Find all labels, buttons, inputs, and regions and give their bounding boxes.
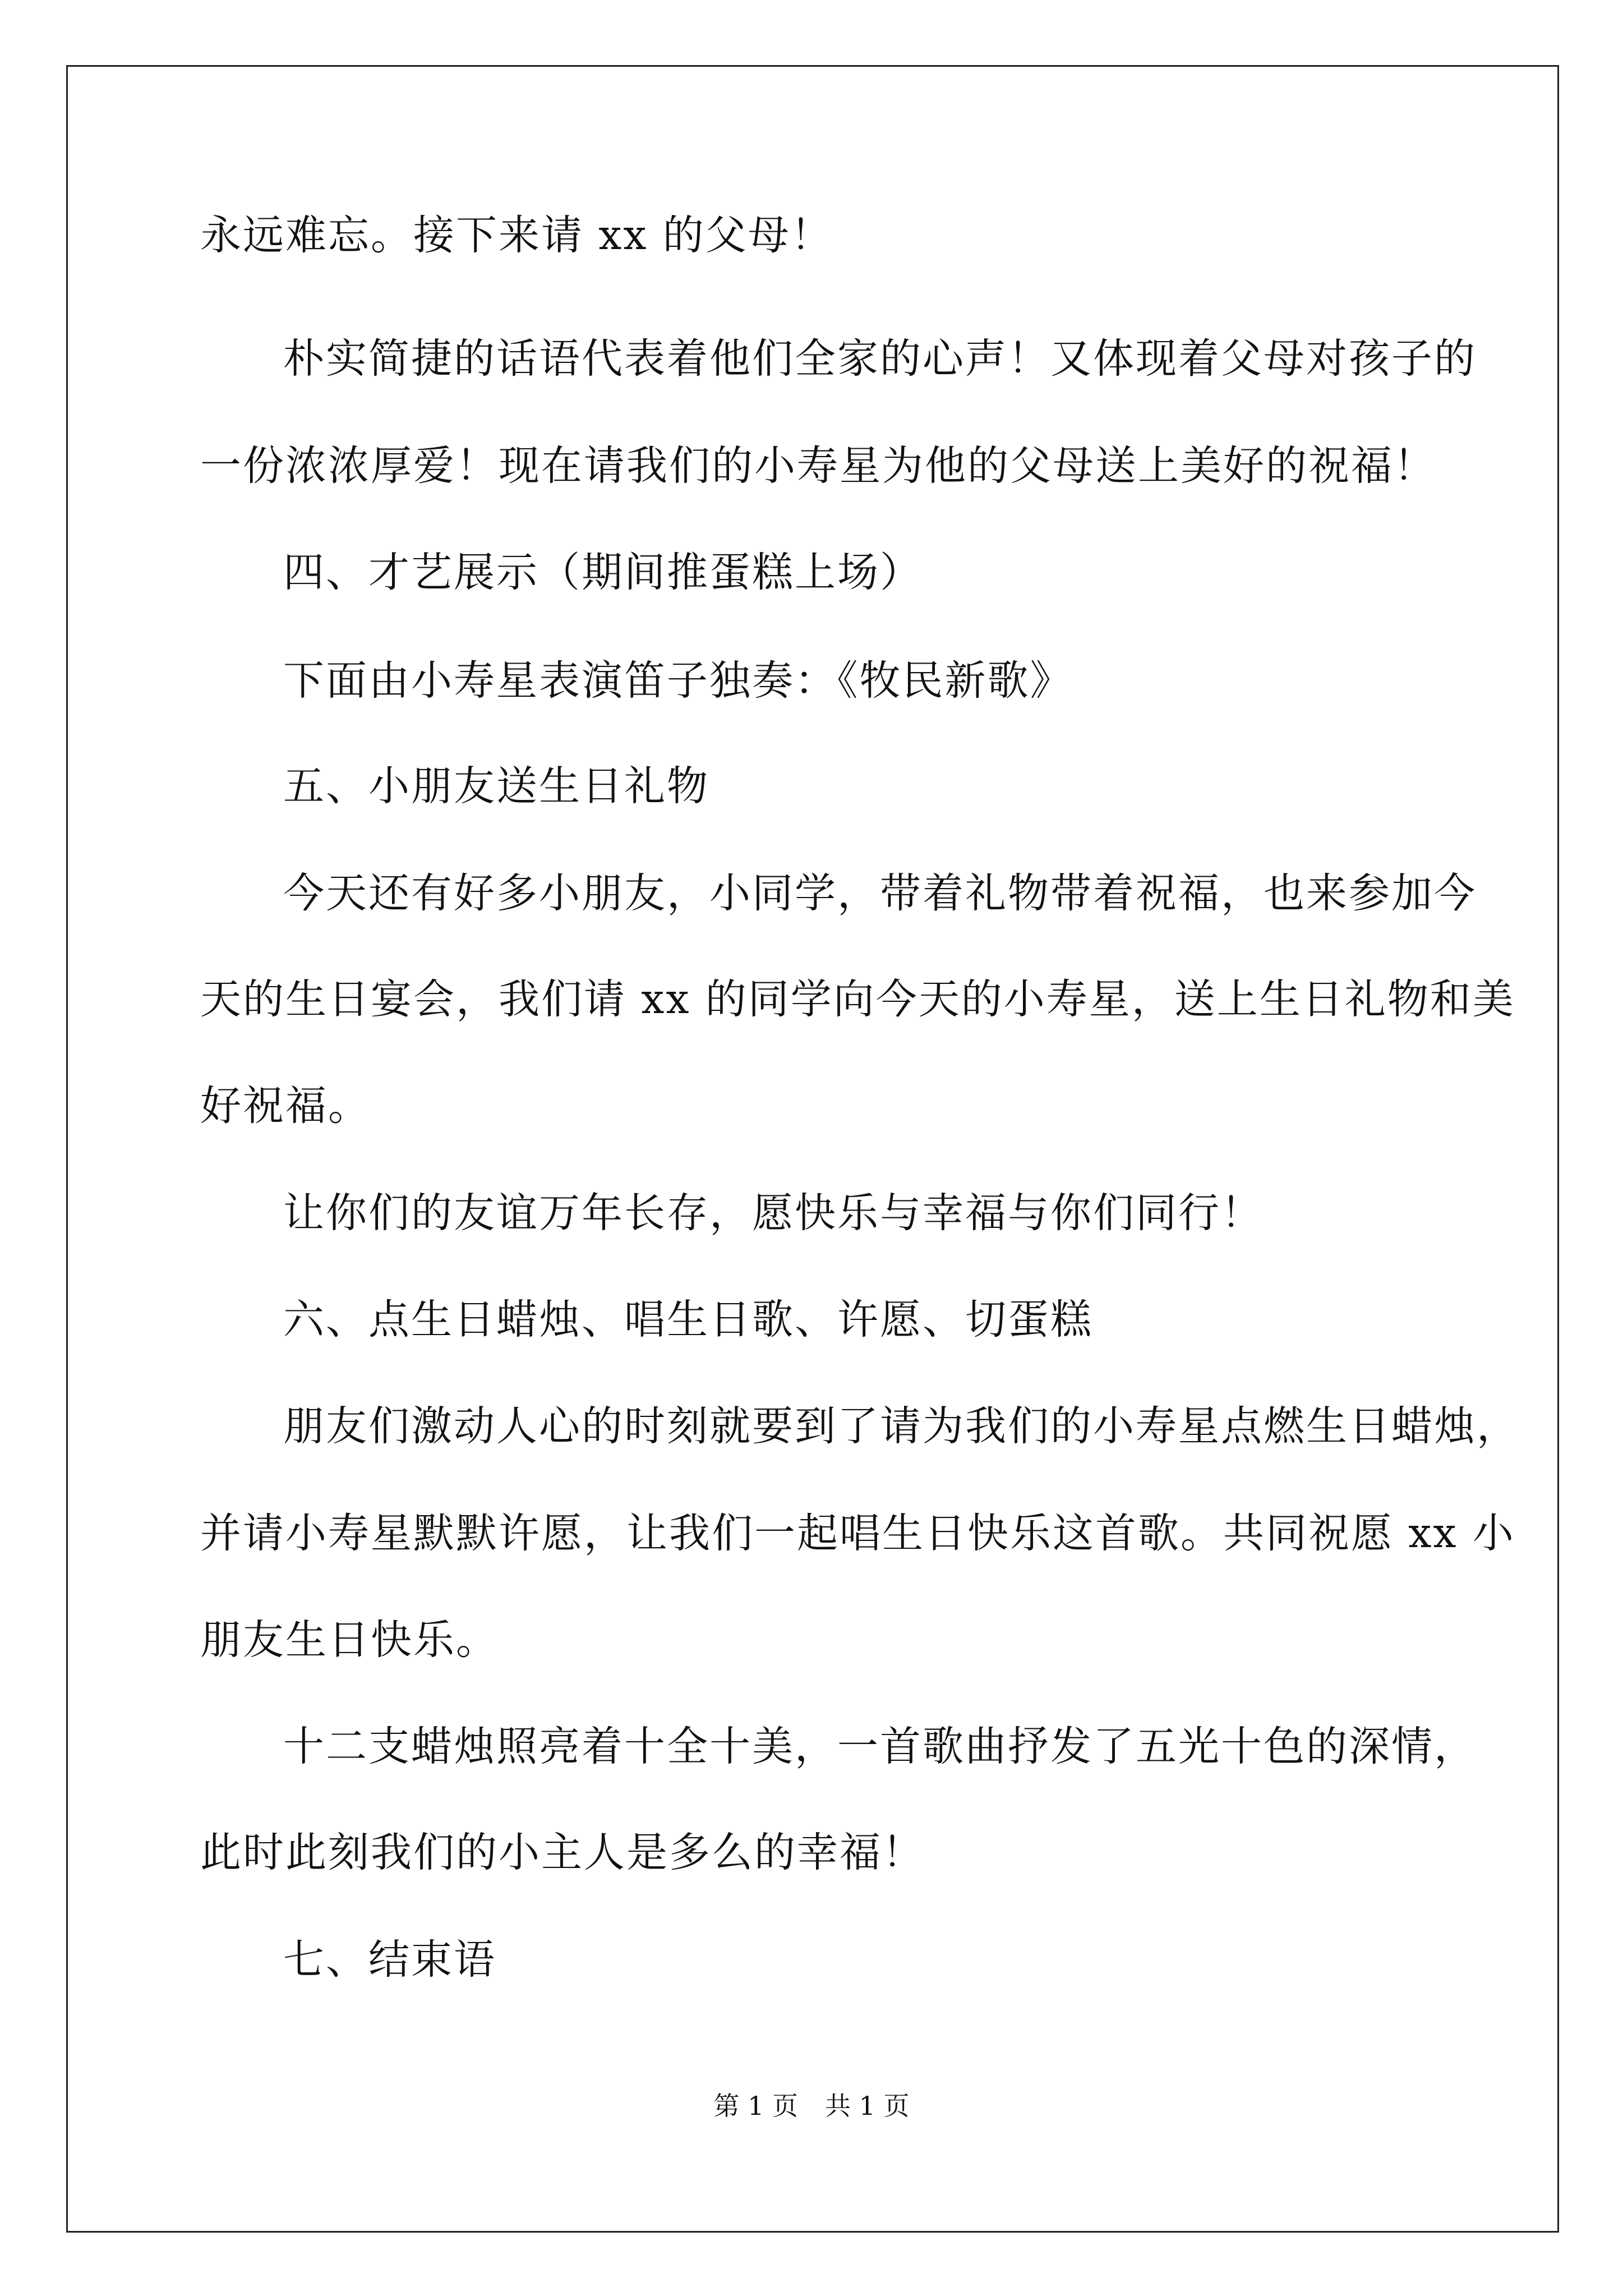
section-heading: 四、才艺展示（期间推蛋糕上场） [283,549,923,596]
text-line: 朋友生日快乐。 [200,1616,499,1664]
text-line: 并请小寿星默默许愿，让我们一起唱生日快乐这首歌。共同祝愿 xx 小 [200,1510,1515,1557]
page-number: 第 1 页 [713,2091,798,2121]
text-line: 此时此刻我们的小主人是多么的幸福！ [200,1829,925,1876]
text-line: 十二支蜡烛照亮着十全十美，一首歌曲抒发了五光十色的深情， [283,1723,1477,1770]
text-line: 朋友们激动人心的时刻就要到了请为我们的小寿星点燃生日蜡烛， [283,1402,1519,1450]
text-line: 永远难忘。接下来请 xx 的父母！ [200,211,833,259]
section-heading: 七、结束语 [283,1936,496,1984]
text-line: 让你们的友谊万年长存，愿快乐与幸福与你们同行！ [283,1189,1264,1237]
text-line: 天的生日宴会，我们请 xx 的同学向今天的小寿星，送上生日礼物和美 [200,976,1515,1023]
text-line: 今天还有好多小朋友，小同学，带着礼物带着祝福，也来参加今 [283,869,1477,917]
section-heading: 六、点生日蜡烛、唱生日歌、许愿、切蛋糕 [283,1296,1093,1343]
text-line: 下面由小寿星表演笛子独奏：《牧民新歌》 [283,657,1073,705]
text-line: 好祝福。 [200,1082,371,1130]
section-heading: 五、小朋友送生日礼物 [283,762,709,810]
page-total: 共 1 页 [825,2091,910,2121]
page-border [66,65,1559,2233]
text-line: 朴实简捷的话语代表着他们全家的心声！又体现着父母对孩子的 [283,335,1477,383]
text-line: 一份浓浓厚爱！现在请我们的小寿星为他的父母送上美好的祝福！ [200,442,1436,490]
page-footer [0,2089,1623,2123]
